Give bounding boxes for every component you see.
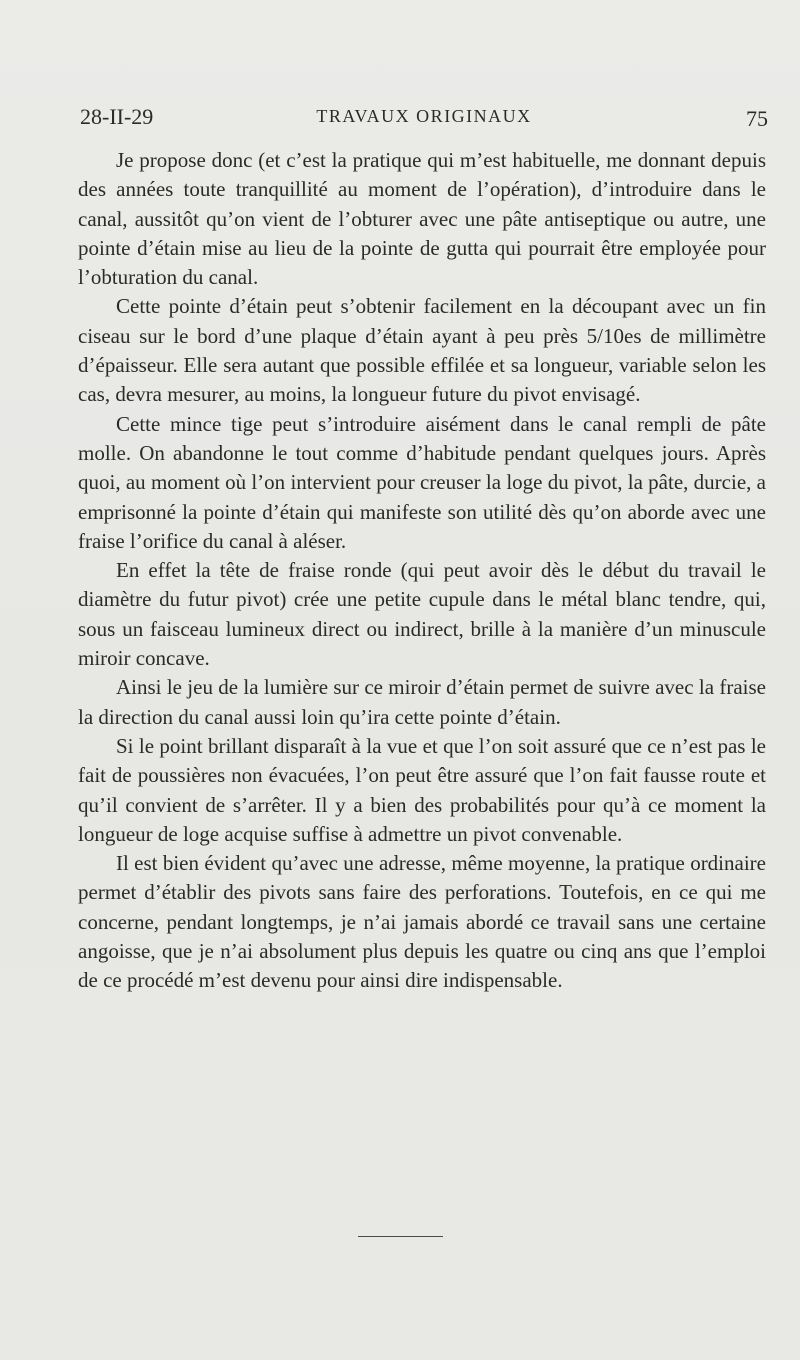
paragraph-1: Je propose donc (et c’est la pratique qui m’est habituelle, me donnant depuis des années toute tranquillité au moment de l’opération), d’introduire dans le canal, aussitôt qu’on vient de l’obturer avec une pâte antiseptique ou autre, une pointe d’étain mise au lieu de la pointe de gutta qui pourrait être employée pour l’obturation du canal. — [78, 148, 766, 290]
paragraph-2: Cette pointe d’étain peut s’obtenir facilement en la découpant avec un fin ciseau sur le bord d’une plaque d’étain ayant à peu près 5/10es de millimètre d’épaisseur. Elle sera autant que possible effilée et sa longueur, variable selon les cas, devra mesurer, au moins, la longueur future du pivot envisagé. — [78, 294, 766, 407]
paragraph-3: Cette mince tige peut s’introduire aisément dans le canal rempli de pâte molle. On abandonne le tout comme d’habitude pendant quelques jours. Après quoi, au moment où l’on intervient pour creuser la loge du pivot, la pâte, durcie, a emprisonné la pointe d’étain qui manifeste son utilité dès qu’on aborde avec une fraise l’orifice du canal à aléser. — [78, 411, 766, 553]
running-head — [80, 104, 768, 134]
body-text — [78, 146, 766, 996]
paragraph-6: Si le point brillant disparaît à la vue et que l’on soit assuré que ce n’est pas le fait de poussières non évacuées, l’on peut être assuré que l’on fait fausse route et qu’il convient de s’arrêter. Il y a bien des probabilités pour qu’à ce moment la longueur de loge acquise suffise à admettre un pivot convenable. — [78, 733, 766, 846]
header-date: 28-II-29 — [80, 104, 154, 129]
header-title: TRAVAUX ORIGINAUX — [316, 106, 532, 126]
paragraph-5: Ainsi le jeu de la lumière sur ce miroir d’étain permet de suivre avec la fraise la direction du canal aussi loin qu’ira cette pointe d’étain. — [78, 675, 766, 729]
end-rule — [358, 1236, 443, 1237]
paragraph-4: En effet la tête de fraise ronde (qui peut avoir dès le début du travail le diamètre du futur pivot) crée une petite cupule dans le métal blanc tendre, qui, sous un faisceau lumineux direct ou indirect, brille à la manière d’un minuscule miroir concave. — [78, 558, 766, 671]
page-number: 75 — [746, 106, 768, 131]
paragraph-7: Il est bien évident qu’avec une adresse, même moyenne, la pratique ordinaire permet d’établir des pivots sans faire des perforations. Toutefois, en ce qui me concerne, pendant longtemps, je n’ai jamais abordé ce travail sans une certaine angoisse, que je n’ai absolument plus depuis les quatre ou cinq ans que l’emploi de ce procédé m’est devenu pour ainsi dire indispensable. — [78, 851, 766, 993]
